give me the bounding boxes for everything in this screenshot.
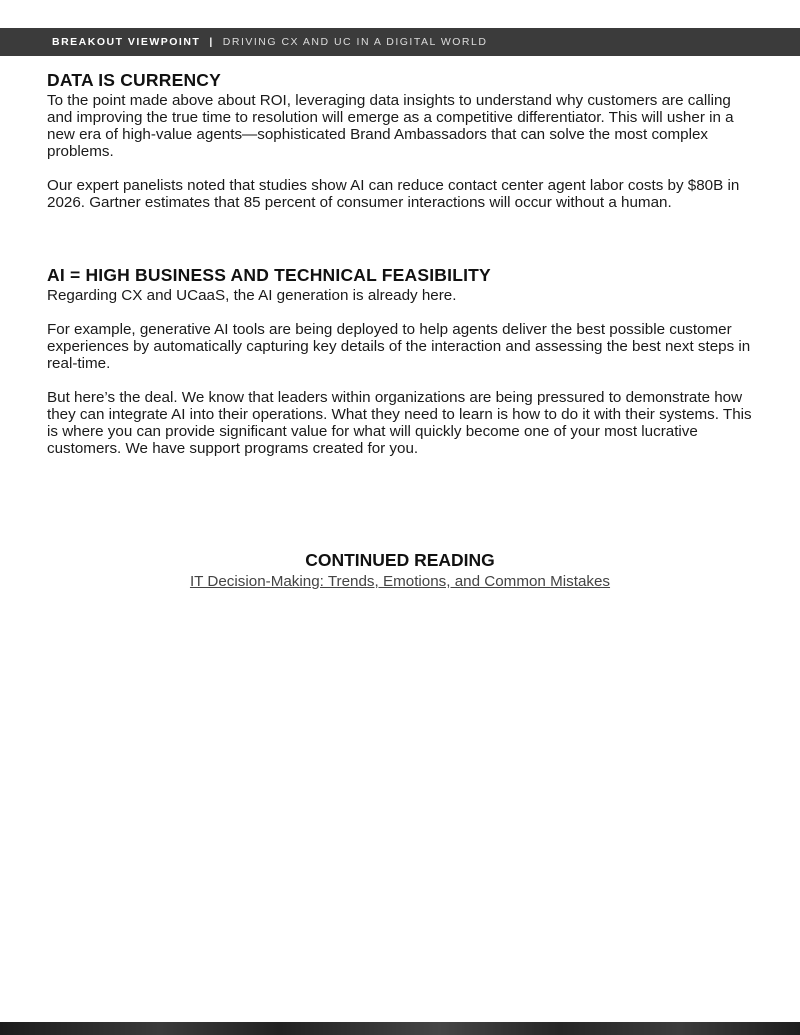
paragraph-roi: To the point made above about ROI, leveraging data insights to understand why customers are calling and improving the true time to resolution will emerge as a competitive differentiator. This will usher in a new era of high-value agents—sophisticated Brand Ambassadors that can solve the most complex problems. — [47, 92, 734, 160]
paragraph-example: For example, generative AI tools are being deployed to help agents deliver the best possible customer experiences by automatically capturing key details of the interaction and assessing the best next steps in real-time. — [47, 321, 751, 372]
paragraph-the-deal: But here’s the deal. We know that leaders within organizations are being pressured to demonstrate how they can integrate AI into their operations. What they need to learn is how to do it with their systems. This is where you can provide significant value for what will quickly become one of your most lucrative customers. We have support programs created for you. — [47, 389, 752, 457]
paragraph-panelists: Our expert panelists noted that studies show AI can reduce contact center agent labor costs by $80B in 2026. Gartner estimates that 85 percent of consumer interactions will occur without a human. — [47, 177, 740, 211]
header-bar — [0, 28, 800, 56]
paragraph-regarding-cx: Regarding CX and UCaaS, the AI generation is already here. — [47, 287, 457, 304]
header-tagline: DRIVING CX AND UC IN A DIGITAL WORLD — [222, 36, 488, 48]
header-brand: BREAKOUT VIEWPOINT — [52, 36, 201, 48]
continued-reading-link[interactable]: IT Decision-Making: Trends, Emotions, and Common Mistakes — [189, 573, 611, 590]
article-body — [47, 68, 759, 457]
header-separator: | — [209, 36, 214, 48]
footer-image-strip — [0, 1022, 800, 1035]
continued-reading-title: CONTINUED READING — [305, 550, 495, 570]
section-title-ai-feasibility: AI = HIGH BUSINESS AND TECHNICAL FEASIBILITY — [47, 265, 491, 285]
continued-reading — [0, 548, 800, 592]
section-title-data-is-currency: DATA IS CURRENCY — [47, 70, 221, 90]
